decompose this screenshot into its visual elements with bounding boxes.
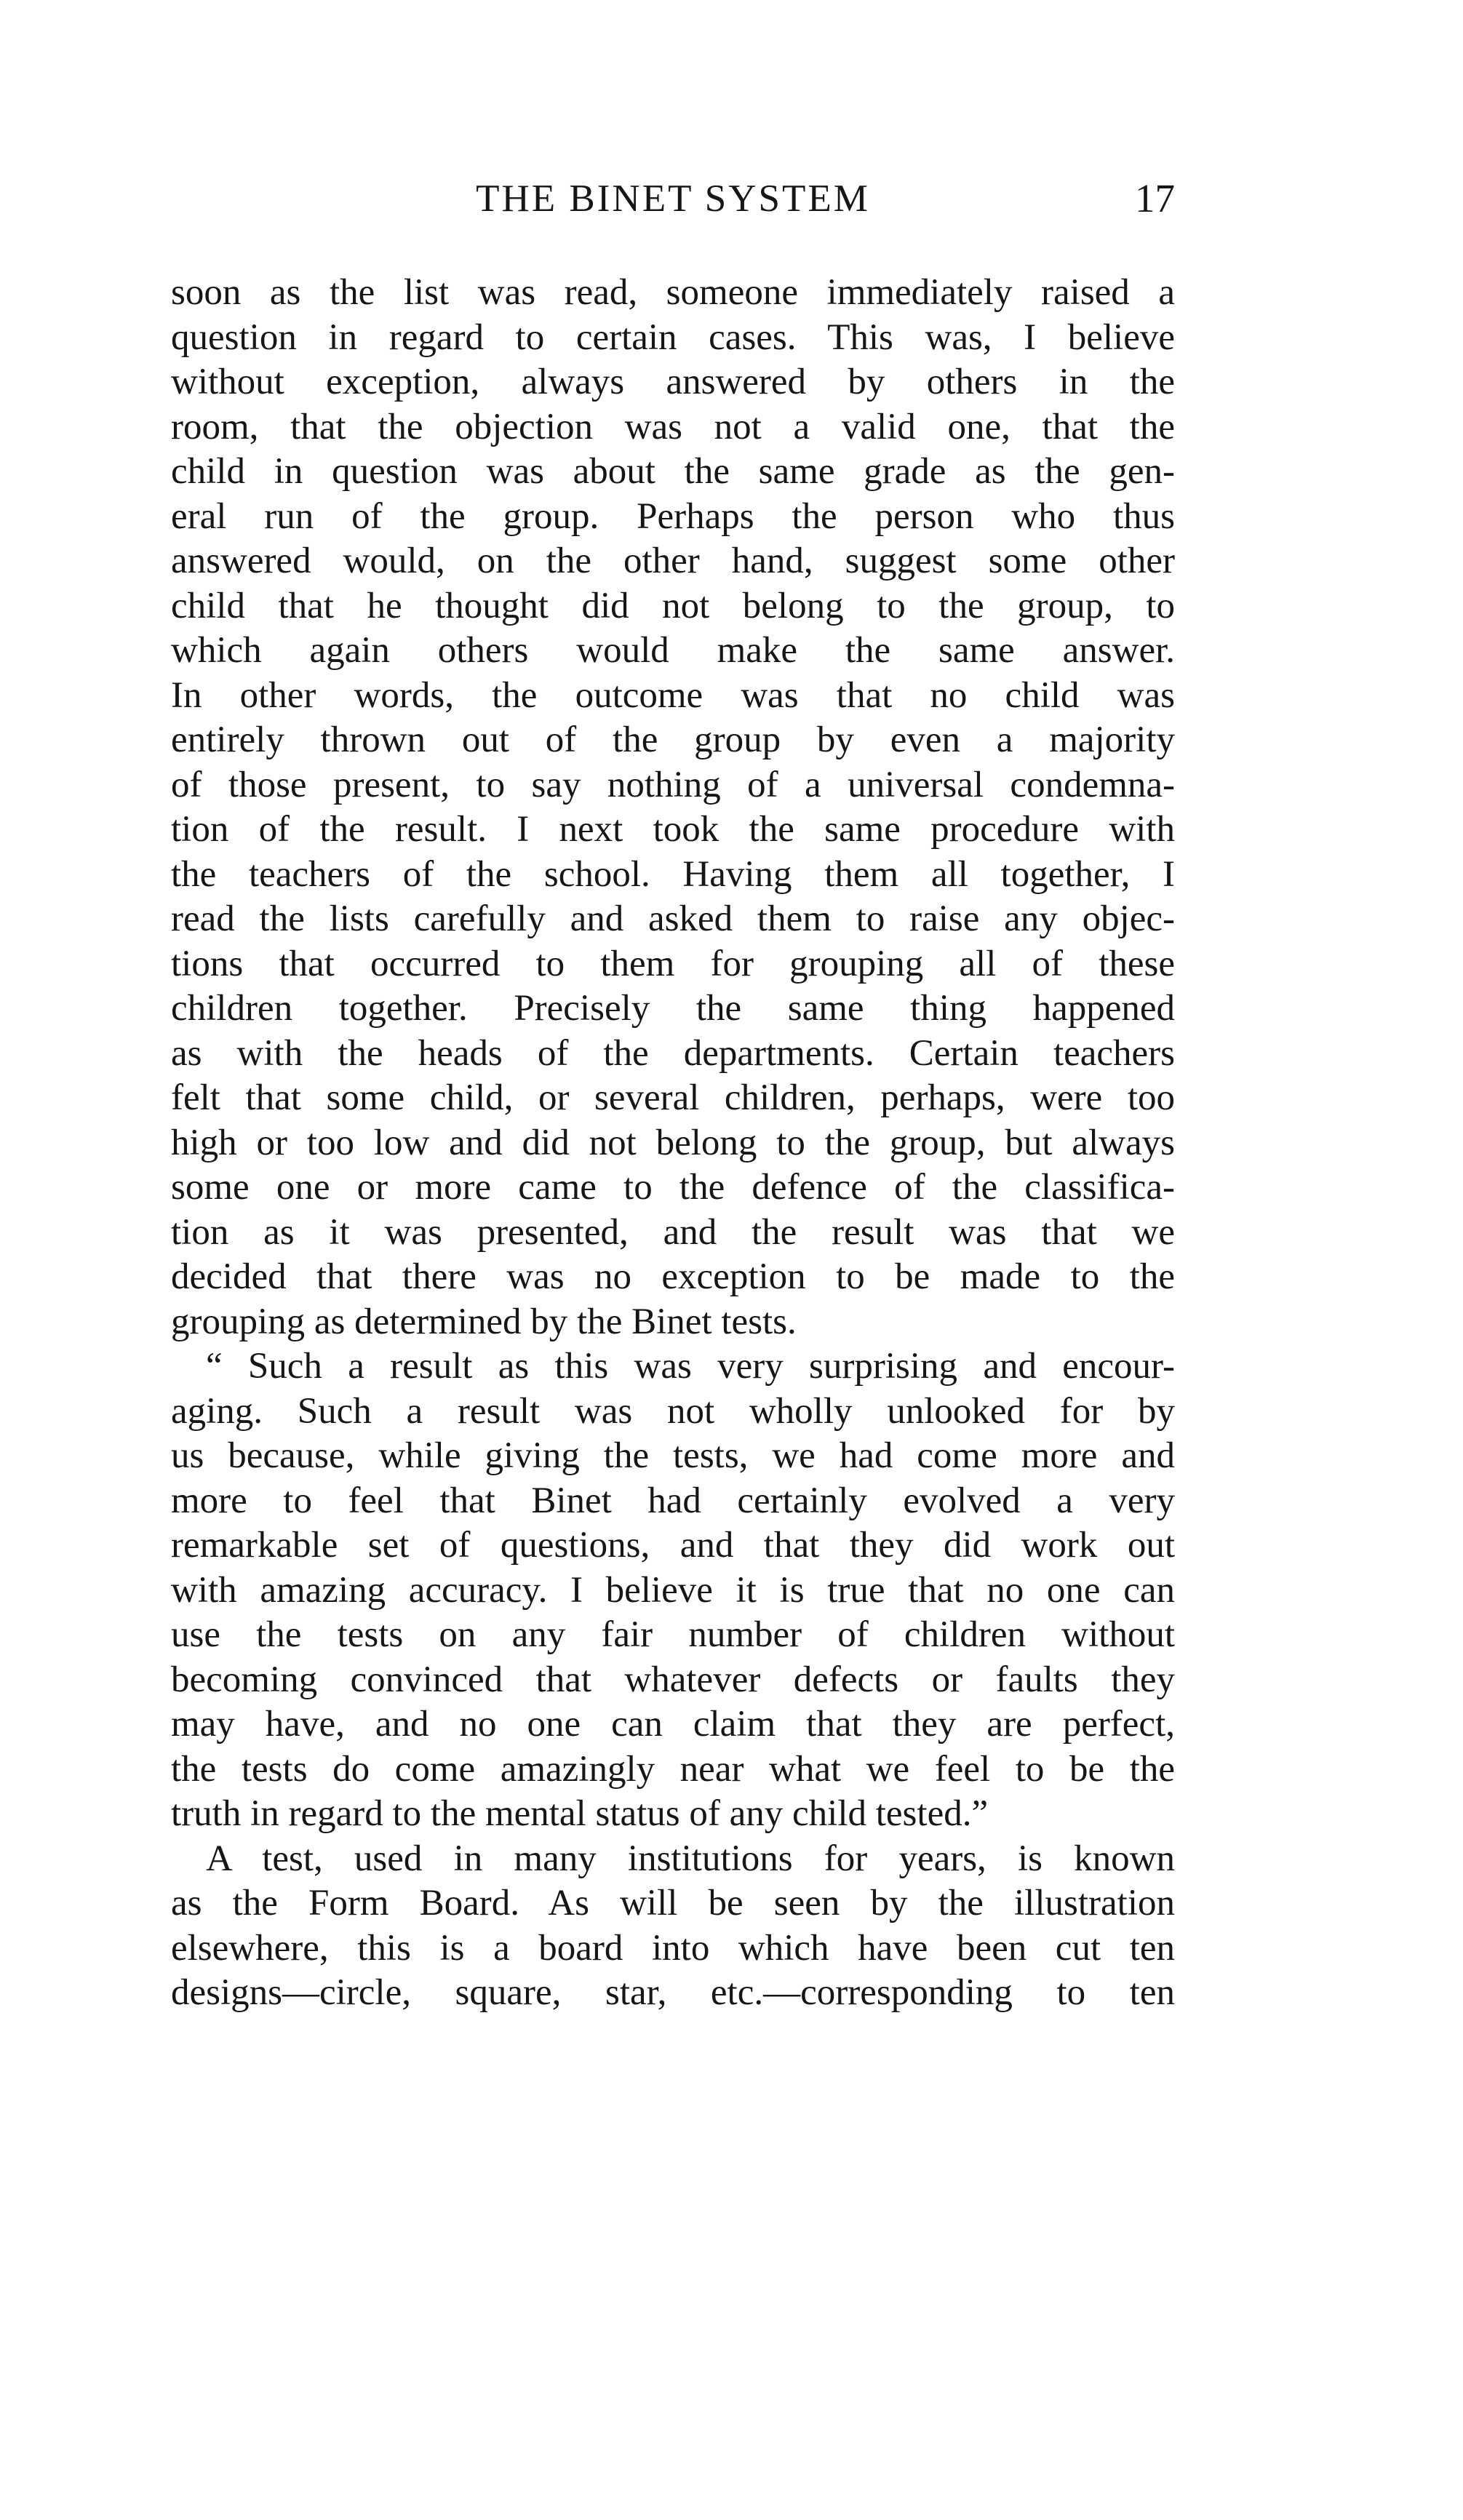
text-line: as the Form Board. As will be seen by the illustration — [171, 1883, 1175, 1923]
body-text — [171, 271, 1175, 2016]
text-line: high or too low and did not belong to the group, but always — [171, 1122, 1175, 1163]
text-line: use the tests on any fair number of children without — [171, 1614, 1175, 1655]
text-line: without exception, always answered by others in the — [171, 362, 1175, 402]
text-line: truth in regard to the mental status of any child tested.” — [171, 1793, 989, 1834]
text-line: may have, and no one can claim that they are perfect, — [171, 1704, 1175, 1745]
text-line: remarkable set of questions, and that they did work out — [171, 1525, 1175, 1566]
text-line: the tests do come amazingly near what we feel to be the — [171, 1748, 1175, 1790]
text-line: children together. Precisely the same thing happened — [171, 988, 1175, 1029]
text-line: tions that occurred to them for grouping all of these — [171, 943, 1175, 984]
text-line: aging. Such a result was not wholly unlooked for by — [171, 1390, 1175, 1432]
text-line: question in regard to certain cases. This was, I believe — [171, 316, 1175, 358]
text-line: read the lists carefully and asked them to raise any objec- — [171, 898, 1175, 939]
text-line: the teachers of the school. Having them all together, I — [171, 853, 1175, 895]
text-line: In other words, the outcome was that no child was — [171, 674, 1175, 716]
text-line: decided that there was no exception to be made to the — [171, 1256, 1175, 1297]
text-line: some one or more came to the defence of the classifica- — [171, 1167, 1175, 1208]
text-line: felt that some child, or several children, perhaps, were too — [171, 1077, 1175, 1118]
text-line: child in question was about the same grade as the gen- — [171, 451, 1175, 492]
text-line: as with the heads of the departments. Certain teachers — [171, 1032, 1175, 1074]
text-line: of those present, to say nothing of a universal condemna- — [171, 764, 1175, 805]
text-line: which again others would make the same answer. — [171, 630, 1175, 671]
text-line: designs—circle, square, star, etc.—corresponding to ten — [171, 1972, 1175, 2013]
text-line: tion as it was presented, and the result was that we — [171, 1211, 1175, 1253]
running-head — [171, 173, 1175, 231]
text-line: soon as the list was read, someone immediately raised a — [171, 272, 1175, 313]
text-line: becoming convinced that whatever defects or faults they — [171, 1659, 1175, 1700]
text-line: tion of the result. I next took the same procedure with — [171, 809, 1175, 850]
text-line: grouping as determined by the Binet tests. — [171, 1301, 797, 1342]
text-line: us because, while giving the tests, we had come more and — [171, 1435, 1175, 1476]
text-line: A test, used in many institutions for years, is known — [206, 1838, 1175, 1879]
page-number: 17 — [1135, 176, 1175, 220]
text-line: eral run of the group. Perhaps the person who thus — [171, 495, 1175, 537]
text-line: with amazing accuracy. I believe it is true that no one can — [171, 1569, 1175, 1611]
text-line: elsewhere, this is a board into which have been cut ten — [171, 1927, 1175, 1969]
text-line: answered would, on the other hand, suggest some other — [171, 541, 1175, 581]
text-line: entirely thrown out of the group by even a majority — [171, 719, 1175, 760]
text-line: child that he thought did not belong to the group, to — [171, 585, 1175, 626]
text-line: room, that the objection was not a valid one, that the — [171, 406, 1175, 447]
text-line: “ Such a result as this was very surprising and encour- — [206, 1346, 1175, 1387]
running-title: THE BINET SYSTEM — [476, 178, 870, 220]
text-line: more to feel that Binet had certainly evolved a very — [171, 1480, 1175, 1521]
